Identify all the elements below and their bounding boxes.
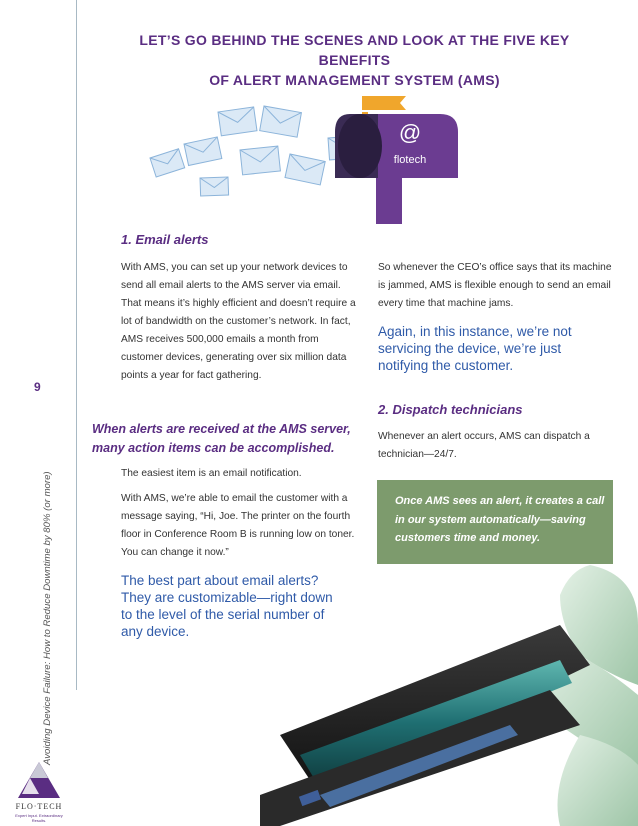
right-column-paragraph: So whenever the CEO’s office says that its machine is jammed, AMS is flexible enough to send an email every time that machine jams. (378, 262, 612, 309)
email-alerts-pull-quote: The best part about email alerts? They are customizable—right down to the level of the serial number of any device. (121, 573, 333, 639)
headline-line-1: LET’S GO BEHIND THE SCENES AND LOOK AT THE FIVE KEY BENEFITS (139, 32, 570, 68)
email-alerts-paragraph-2: The easiest item is an email notification. (121, 468, 302, 479)
mailbox-at-symbol: @ (398, 120, 422, 145)
dispatch-callout-box (377, 480, 613, 564)
logo-tagline: Expert Input. Extraordinary Results. (15, 813, 63, 823)
toner-cartridge-photo (260, 565, 638, 826)
dispatch-callout-text: Once AMS sees an alert, it creates a call in our system automatically—saving customers time and money. (395, 495, 605, 544)
section-heading-email-alerts: 1. Email alerts (121, 232, 209, 247)
email-alerts-callout: When alerts are received at the AMS server, many action items can be accomplished. (92, 422, 351, 455)
logo-wordmark: FLO·TECH (15, 802, 63, 811)
logo-triangle-icon (8, 758, 70, 802)
vertical-title-text: Avoiding Device Failure: How to Reduce Downtime by 80% (or more) (42, 471, 53, 765)
flotech-logo (8, 758, 70, 822)
headline-line-2: OF ALERT MANAGEMENT SYSTEM (AMS) (209, 72, 500, 88)
email-alerts-paragraph-3: With AMS, we’re able to email the customer with a message saying, “Hi, Joe. The printer on the fourth floor in Conference Room B is running low on toner. You can change it now.” (121, 493, 355, 558)
sidebar-divider (76, 0, 77, 690)
email-alerts-paragraph-1: With AMS, you can set up your network devices to send all email alerts to the AMS server via email. That means it’s highly efficient and doesn’t require a lot of bandwidth on the customer’s network. In fact, AMS receives 500,000 emails a month from customer devices, generating over six million data points a year for fact gathering. (121, 262, 356, 381)
section-heading-dispatch-technicians: 2. Dispatch technicians (378, 402, 523, 417)
mailbox-brand-label: flotech (393, 154, 427, 166)
right-column-pull-quote: Again, in this instance, we’re not servicing the device, we’re just notifying the customer. (378, 324, 572, 373)
dispatch-technicians-paragraph: Whenever an alert occurs, AMS can dispatch a technician—24/7. (378, 431, 590, 460)
vertical-page-title (37, 425, 51, 765)
envelope-icon (150, 106, 363, 196)
page-number: 9 (34, 380, 41, 394)
page-headline (102, 30, 607, 90)
